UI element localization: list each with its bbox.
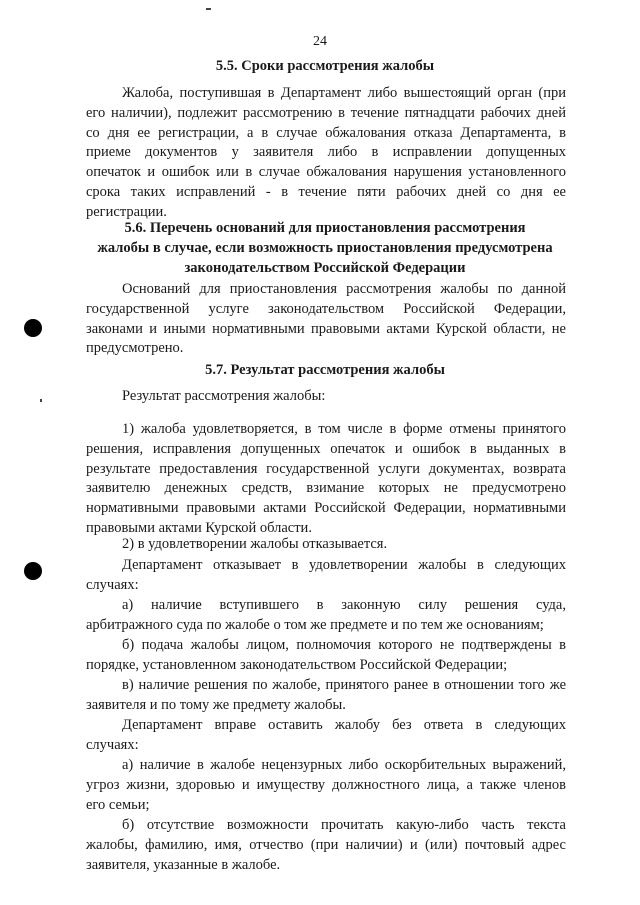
text-line: правовыми актами Курской области.: [86, 519, 312, 536]
text-line: государственной услуге законодательством Российской Федерации,: [86, 300, 566, 317]
text-line: Оснований для приостановления рассмотрения жалобы по данной: [122, 281, 566, 297]
paragraph: [86, 676, 566, 716]
text-line: со дня ее регистрации, а в случае обжалования отказа Департамента, в: [86, 124, 566, 141]
scan-speck: [206, 8, 211, 10]
paragraph: [86, 84, 566, 223]
text-line: заявителя и по тому же предмету жалобы.: [86, 696, 346, 713]
text-line: заявителю денежных средств, взимание которых не предусмотрено: [86, 480, 566, 497]
text-line: угроз жизни, здоровью и имуществу должностного лица, а также членов: [86, 776, 566, 793]
text-line: случаях:: [86, 576, 139, 593]
text-line: регистрации.: [86, 203, 167, 220]
section-heading-5-6: [70, 218, 580, 278]
heading-line: жалобы в случае, если возможность приостановления предусмотрена: [97, 240, 553, 256]
paragraph: [86, 387, 566, 407]
text-line: опечаток и ошибок или в случае обжалования нарушения установленного: [86, 164, 566, 181]
text-line: случаях:: [86, 736, 139, 753]
text-line: в) наличие решения по жалобе, принятого ранее в отношении того же: [122, 677, 566, 693]
punch-hole-top: [24, 319, 42, 337]
text-line: его наличии), подлежит рассмотрению в течение пятнадцати рабочих дней: [86, 104, 566, 121]
text-line: б) отсутствие возможности прочитать какую-либо часть текста: [122, 817, 566, 833]
text-line: Департамент вправе оставить жалобу без ответа в следующих: [122, 717, 566, 733]
text-line: Жалоба, поступившая в Департамент либо вышестоящий орган (при: [122, 85, 566, 101]
text-line: Департамент отказывает в удовлетворении жалобы в следующих: [122, 557, 566, 573]
text-line: результате предоставления государственной услуги документах, возврата: [86, 460, 566, 477]
section-heading-5-5: 5.5. Сроки рассмотрения жалобы: [215, 58, 435, 74]
paragraph: [86, 816, 566, 875]
heading-line: 5.6. Перечень оснований для приостановления рассмотрения: [124, 220, 526, 236]
text-line: предусмотрено.: [86, 340, 184, 357]
text-line: а) наличие в жалобе нецензурных либо оскорбительных выражений,: [122, 757, 566, 773]
text-line: законами и иными нормативными правовыми актами Курской области, не: [86, 320, 566, 337]
scan-speck: [40, 399, 42, 402]
paragraph: [86, 596, 566, 636]
text-line: приеме документов у заявителя либо в исправлении допущенных: [86, 144, 566, 161]
text-line: нормативными правовыми актами Российской Федерации, нормативными: [86, 500, 566, 517]
text-line: 2) в удовлетворении жалобы отказывается.: [122, 536, 388, 552]
text-line: порядке, установленном законодательством Российской Федерации;: [86, 656, 508, 673]
paragraph: [86, 756, 566, 815]
heading-line: законодательством Российской Федерации: [184, 260, 466, 276]
text-line: решения, исправления допущенных опечаток и ошибок в выданных в: [86, 440, 566, 457]
paragraph: [86, 280, 566, 359]
section-heading-5-7: 5.7. Результат рассмотрения жалобы: [205, 362, 445, 378]
text-line: срока таких исправлений - в течение пяти рабочих дней со дня ее: [86, 183, 566, 200]
paragraph: [86, 420, 566, 539]
text-line: арбитражного суда по жалобе о том же предмете и по тем же основаниям;: [86, 616, 544, 633]
text-line: заявителя, указанные в жалобе.: [86, 856, 281, 873]
paragraph: [86, 636, 566, 676]
page-number: 24: [313, 34, 327, 49]
text-line: б) подача жалобы лицом, полномочия которого не подтверждены в: [122, 637, 566, 653]
text-line: 1) жалоба удовлетворяется, в том числе в форме отмены принятого: [122, 421, 566, 437]
text-line: его семьи;: [86, 796, 150, 813]
text-line: жалобы, фамилию, имя, отчество (при наличии) и (или) почтовый адрес: [86, 836, 566, 853]
punch-hole-bottom: [24, 562, 42, 580]
paragraph: [86, 556, 566, 596]
text-line: а) наличие вступившего в законную силу решения суда,: [122, 597, 566, 613]
paragraph: [86, 535, 566, 555]
paragraph: [86, 716, 566, 756]
text-line: Результат рассмотрения жалобы:: [122, 388, 326, 404]
